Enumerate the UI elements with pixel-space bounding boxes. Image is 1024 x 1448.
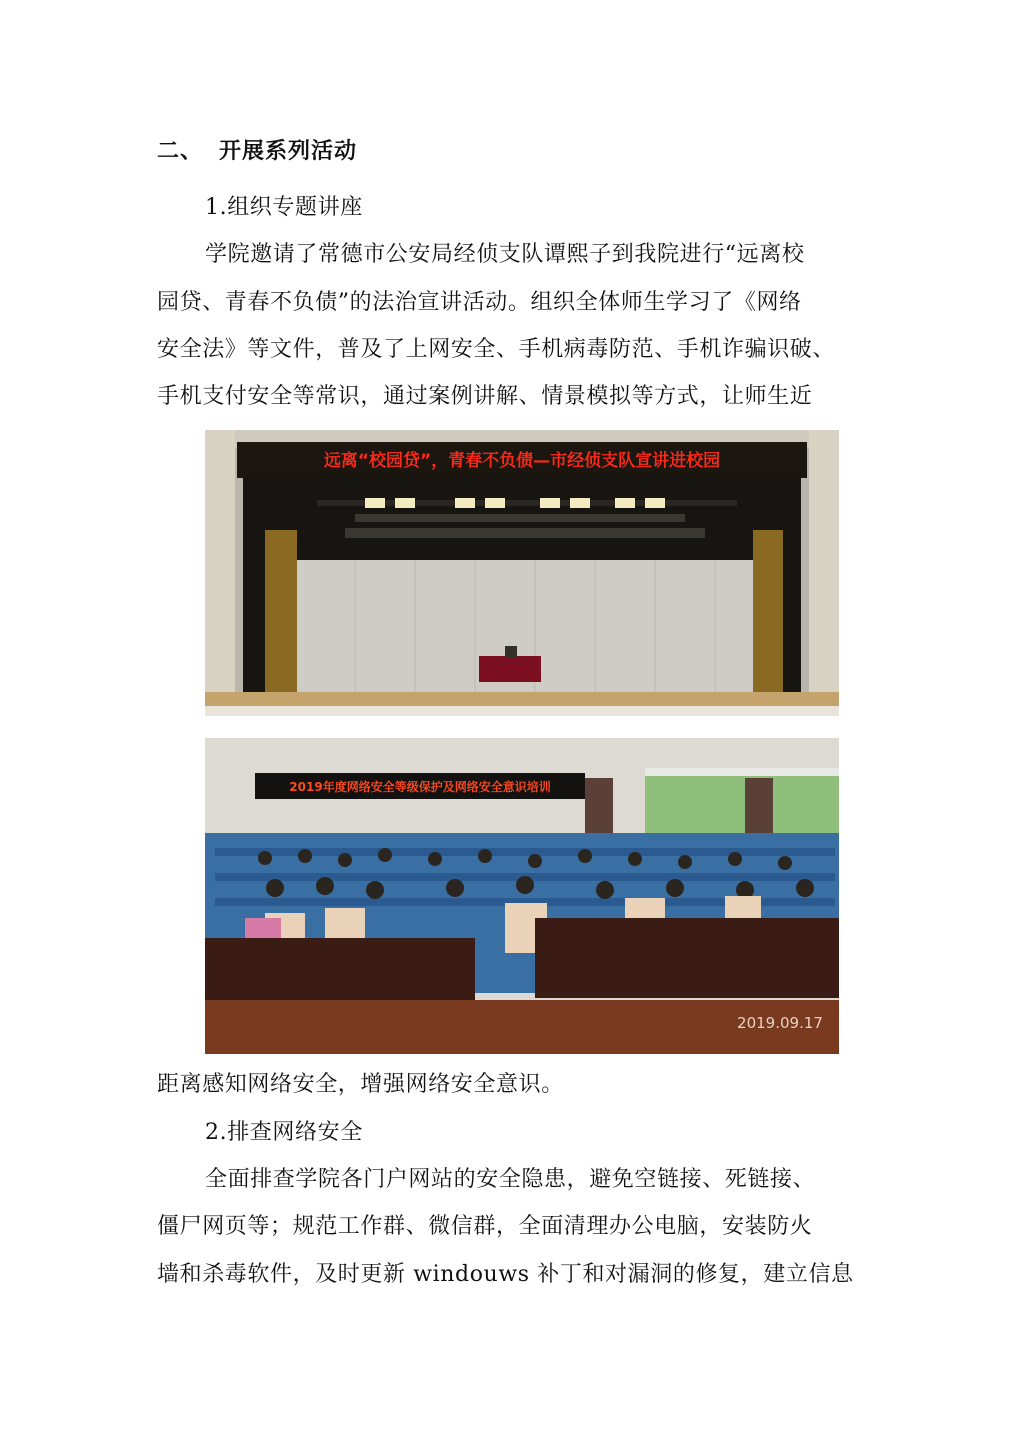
photo-timestamp: 2019.09.17 (737, 1014, 823, 1032)
item-1-heading: 1.组织专题讲座 (205, 195, 363, 220)
paragraph-line: 僵尸网页等；规范工作群、微信群，全面清理办公电脑，安装防火 (157, 1214, 813, 1239)
paragraph-line: 园贷、青春不负债”的法治宣讲活动。组织全体师生学习了《网络 (157, 290, 802, 315)
paragraph-line: 手机支付安全等常识，通过案例讲解、情景模拟等方式，让师生近 (157, 384, 813, 409)
item-2-heading: 2.排查网络安全 (205, 1120, 363, 1145)
stage-banner-text: 远离“校园贷”，青春不负债—市经侦支队宣讲进校园 (323, 451, 721, 471)
classroom-banner-text: 2019年度网络安全等级保护及网络安全意识培训 (289, 780, 551, 794)
section-heading (157, 134, 357, 165)
paragraph-line: 距离感知网络安全，增强网络安全意识。 (157, 1072, 564, 1097)
classroom-photo (205, 738, 839, 1054)
paragraph-line: 学院邀请了常德市公安局经侦支队谭熙子到我院进行“远离校 (205, 242, 805, 267)
section-title: 开展系列活动 (219, 139, 358, 164)
paragraph-line: 安全法》等文件，普及了上网安全、手机病毒防范、手机诈骗识破、 (157, 337, 836, 362)
paragraph-line: 全面排查学院各门户网站的安全隐患，避免空链接、死链接、 (205, 1167, 816, 1192)
stage-photo (205, 430, 839, 716)
paragraph-line: 墙和杀毒软件，及时更新 windouws 补丁和对漏洞的修复，建立信息 (157, 1262, 854, 1287)
section-number: 二、 (157, 139, 204, 164)
